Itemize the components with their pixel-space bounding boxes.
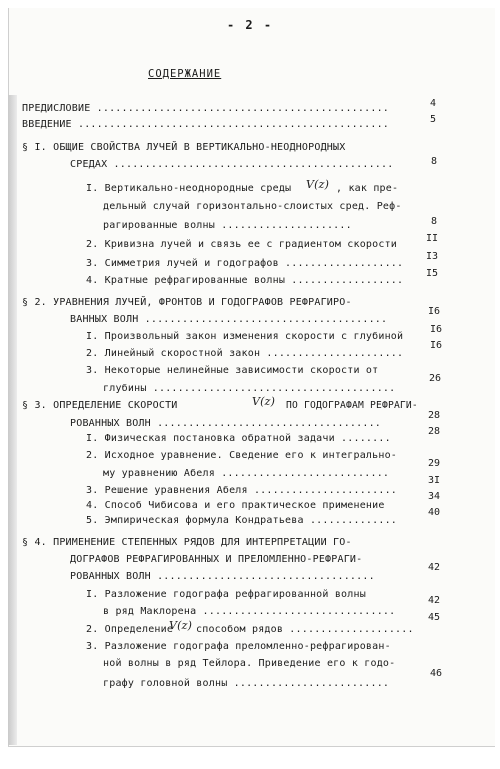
toc-entry: 3. Некоторые нелинейные зависимости скорости от — [86, 365, 379, 376]
toc-page-number: 45 — [428, 612, 441, 623]
toc-entry: § 4. ПРИМЕНЕНИЕ СТЕПЕННЫХ РЯДОВ ДЛЯ ИНТЕРПРЕТАЦИИ ГО- — [22, 537, 352, 548]
toc-page-number: I6 — [430, 324, 443, 335]
toc-page-number: I3 — [426, 251, 439, 262]
toc-page-number: I5 — [426, 268, 439, 279]
toc-entry: I. Физическая постановка обратной задачи ........ — [86, 433, 391, 444]
toc-entry: дельный случай горизонтально-слоистых сред. Реф- — [103, 201, 402, 212]
toc-page-number: 4 — [430, 98, 437, 109]
toc-page-number: 29 — [428, 458, 441, 469]
page-number: - 2 - — [226, 18, 274, 32]
toc-title: СОДЕРЖАНИЕ — [148, 68, 222, 80]
toc-page-number: 5 — [430, 114, 437, 125]
handwritten-velocity-symbol: V(z) — [252, 395, 276, 408]
toc-entry: § 3. ОПРЕДЕЛЕНИЕ СКОРОСТИ — [22, 400, 178, 411]
toc-entry: глубины ....................................... — [103, 383, 396, 394]
toc-entry: ной волны в ряд Тейлора. Приведение его к годо- — [103, 658, 396, 669]
toc-entry: 4. Способ Чибисова и его практическое применение — [86, 500, 385, 511]
toc-entry: рагированные волны ..................... — [103, 220, 352, 231]
toc-entry: 2. Исходное уравнение. Сведение его к интегрально- — [86, 450, 398, 461]
toc-page-number: II — [426, 233, 439, 244]
toc-entry: способом рядов .................... — [196, 624, 414, 635]
toc-page-number: 34 — [428, 491, 441, 502]
toc-entry: му уравнению Абеля ........................... — [103, 468, 390, 479]
toc-entry: ПРЕДИСЛОВИЕ ............................................... — [22, 103, 390, 114]
toc-entry: 5. Эмпирическая формула Кондратьева .............. — [86, 515, 398, 526]
toc-entry: I. Разложение годографа рефрагированной волны — [86, 589, 366, 600]
toc-entry: I. Вертикально-неоднородные среды — [86, 183, 292, 194]
toc-page-number: 40 — [428, 507, 441, 518]
toc-entry: графу головной волны ......................... — [103, 678, 390, 689]
toc-entry: 2. Линейный скоростной закон ...................... — [86, 348, 404, 359]
toc-entry: § 2. УРАВНЕНИЯ ЛУЧЕЙ, ФРОНТОВ И ГОДОГРАФОВ РЕФРАГИРО- — [22, 297, 352, 308]
toc-page-number: 42 — [428, 562, 441, 573]
toc-page-number: I6 — [428, 306, 441, 317]
toc-entry: § I. ОБЩИЕ СВОЙСТВА ЛУЧЕЙ В ВЕРТИКАЛЬНО-НЕОДНОРОДНЫХ — [22, 142, 346, 153]
toc-entry: ПО ГОДОГРАФАМ РЕФРАГИ- — [286, 400, 418, 411]
toc-page-number: 28 — [428, 426, 441, 437]
toc-entry: ВВЕДЕНИЕ .................................................. — [22, 119, 390, 130]
toc-entry: I. Произвольный закон изменения скорости с глубиной — [86, 331, 404, 342]
toc-entry: 2. Кривизна лучей и связь ее с градиентом скорости — [86, 239, 398, 250]
toc-entry: 2. Определение — [86, 624, 174, 635]
toc-entry: 3. Симметрия лучей и годографов ................... — [86, 258, 404, 269]
binding-shadow — [8, 95, 17, 745]
toc-page-number: 26 — [429, 373, 442, 384]
toc-page-number: 42 — [428, 595, 441, 606]
toc-page-number: 8 — [431, 216, 438, 227]
toc-page-number: 46 — [430, 668, 443, 679]
toc-page-number: I6 — [430, 340, 443, 351]
toc-page-number: 3I — [428, 475, 441, 486]
toc-entry: 4. Кратные рефрагированные волны .................. — [86, 275, 404, 286]
toc-page-number: 8 — [431, 156, 438, 167]
toc-entry: РОВАННЫХ ВОЛН ................................... — [70, 571, 375, 582]
toc-entry: , как пре- — [336, 183, 399, 194]
toc-entry: 3. Разложение годографа преломленно-рефрагирован- — [86, 641, 391, 652]
handwritten-velocity-symbol: V(z) — [169, 619, 193, 632]
toc-entry: в ряд Маклорена ............................... — [103, 606, 396, 617]
handwritten-velocity-symbol: V(z) — [306, 178, 330, 191]
toc-entry: РОВАННЫХ ВОЛН .................................... — [70, 418, 382, 429]
toc-entry: 3. Решение уравнения Абеля ....................... — [86, 485, 398, 496]
toc-page-number: 28 — [428, 410, 441, 421]
toc-entry: СРЕДАХ ............................................. — [70, 159, 394, 170]
toc-entry: ДОГРАФОВ РЕФРАГИРОВАННЫХ И ПРЕЛОМЛЕННО-РЕФРАГИ- — [70, 554, 363, 565]
toc-entry: ВАННЫХ ВОЛН ....................................... — [70, 314, 388, 325]
